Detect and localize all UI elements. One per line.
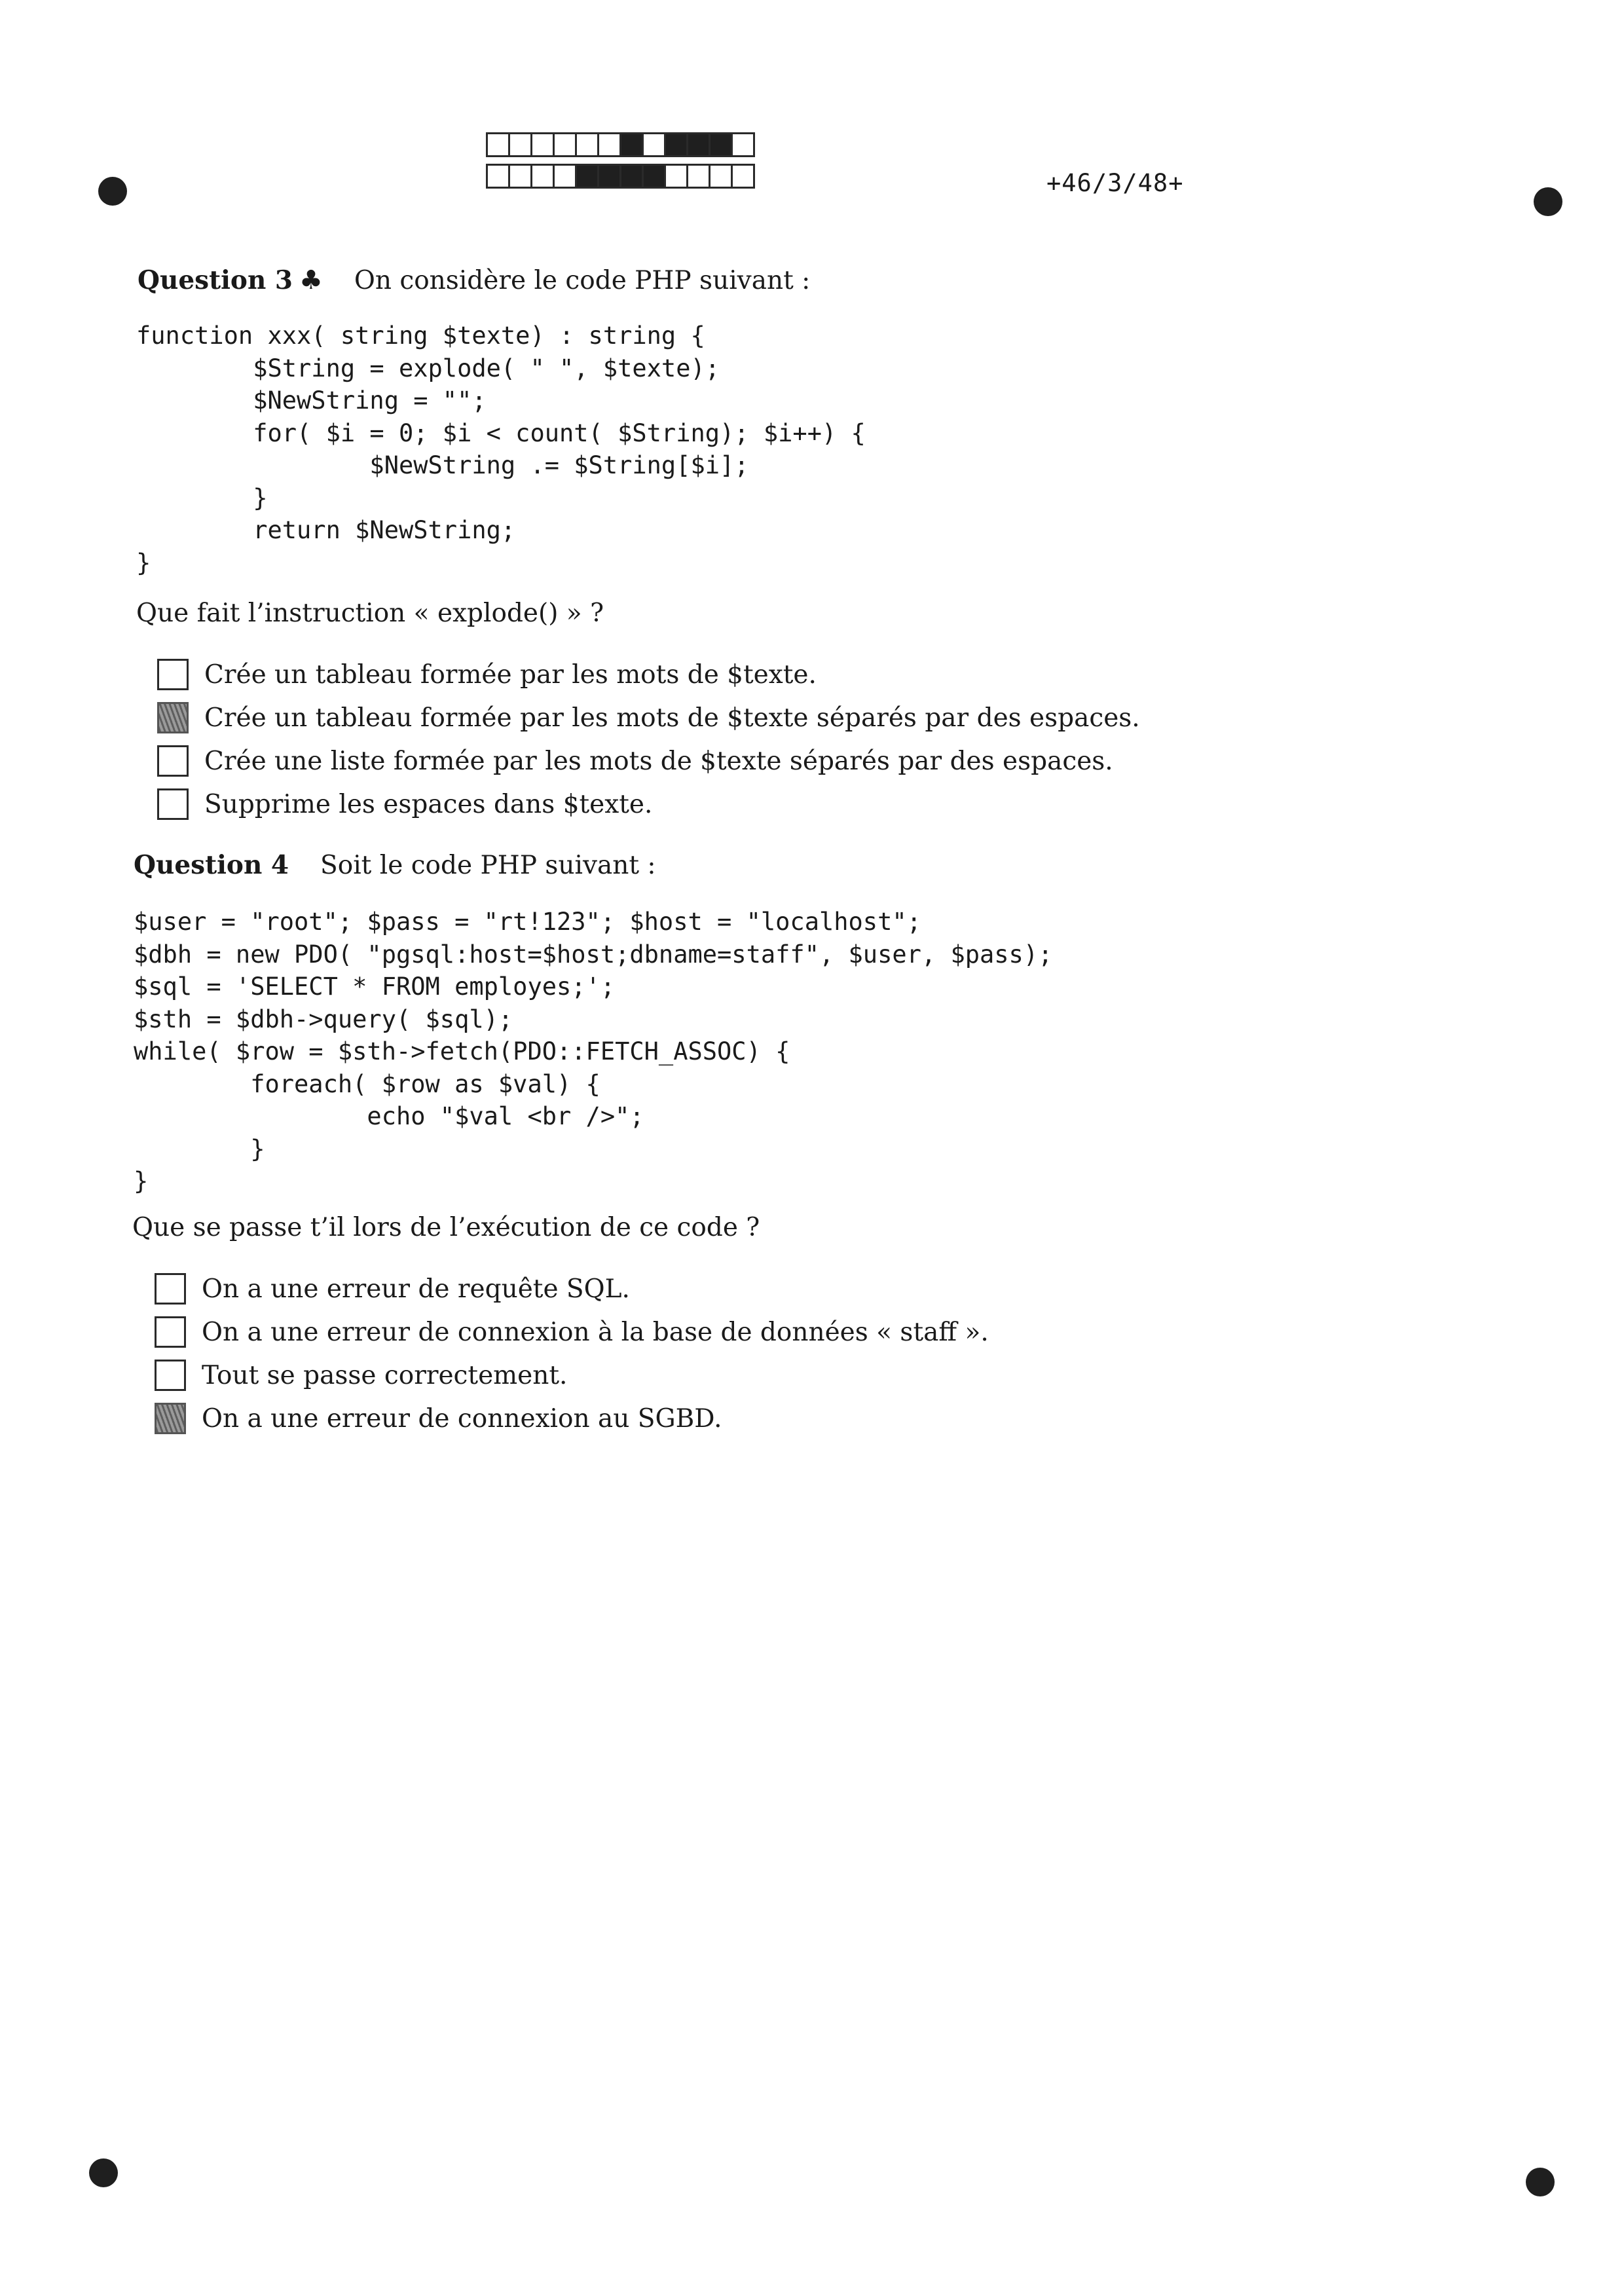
answer-label: On a une erreur de connexion au SGBD. <box>202 1403 722 1434</box>
barcode-cell <box>553 164 577 189</box>
registration-mark-top-left <box>98 177 127 206</box>
barcode-cell <box>642 164 666 189</box>
question-4-intro: Soit le code PHP suivant : <box>320 851 656 880</box>
registration-mark-bottom-right <box>1526 2168 1555 2196</box>
question-4-answer <box>155 1397 989 1440</box>
answer-checkbox[interactable] <box>157 788 189 820</box>
registration-mark-top-right <box>1534 187 1562 216</box>
question-3-answer <box>157 739 1140 783</box>
answer-label: Crée un tableau formée par les mots de $texte séparés par des espaces. <box>204 703 1140 733</box>
question-4-prompt: Que se passe t’il lors de l’exécution de ce code ? <box>132 1213 760 1242</box>
answer-checkbox[interactable] <box>155 1360 186 1391</box>
barcode-cell <box>619 164 644 189</box>
answer-label: On a une erreur de connexion à la base de données « staff ». <box>202 1317 989 1347</box>
barcode-cell <box>486 164 510 189</box>
question-3-label: Question 3 <box>138 265 293 295</box>
barcode-cell <box>664 132 688 157</box>
barcode-cell <box>486 132 510 157</box>
club-icon: ♣ <box>299 265 323 295</box>
barcode-cell <box>731 132 755 157</box>
barcode-cell <box>709 164 733 189</box>
question-4-code: $user = "root"; $pass = "rt!123"; $host = "localhost"; $dbh = new PDO( "pgsql:host=$host;dbname=staff", $user, $pass); $sql = 'SELECT * FROM employes;'; $sth = $dbh->query( $sql); while( $row = $sth->fetch(PDO::FETCH_ASSOC) { foreach( $row as $val) { echo "$val <br />"; } } <box>134 908 1053 1195</box>
question-3-prompt: Que fait l’instruction « explode() » ? <box>136 599 604 628</box>
barcode-cell <box>575 132 599 157</box>
answer-label: Tout se passe correctement. <box>202 1360 568 1390</box>
question-3-answers <box>157 653 1140 826</box>
answer-label: Supprime les espaces dans $texte. <box>204 789 653 819</box>
barcode-cell <box>664 164 688 189</box>
page-identifier: +46/3/48+ <box>1046 169 1184 197</box>
barcode-cell <box>597 132 621 157</box>
barcode-top <box>486 132 753 157</box>
barcode-cell <box>731 164 755 189</box>
barcode-cell <box>642 132 666 157</box>
answer-checkbox[interactable] <box>157 702 189 733</box>
question-3-heading <box>138 265 810 295</box>
barcode-cell <box>553 132 577 157</box>
registration-mark-bottom-left <box>89 2158 118 2187</box>
barcode-cell <box>530 164 555 189</box>
answer-label: On a une erreur de requête SQL. <box>202 1274 630 1304</box>
barcode-cell <box>619 132 644 157</box>
question-3-answer <box>157 783 1140 826</box>
barcode-cell <box>686 164 710 189</box>
barcode-cell <box>508 164 532 189</box>
question-3-answer <box>157 653 1140 696</box>
question-4-answer <box>155 1354 989 1397</box>
question-3-intro: On considère le code PHP suivant : <box>354 266 811 295</box>
barcode-cell <box>575 164 599 189</box>
barcode-cell <box>508 132 532 157</box>
question-3-code: function xxx( string $texte) : string { $String = explode( " ", $texte); $NewString = ""; for( $i = 0; $i < count( $String); $i++) { $NewString .= $String[$i]; } return $NewString; } <box>136 322 866 577</box>
question-4-answer <box>155 1310 989 1354</box>
answer-checkbox[interactable] <box>155 1403 186 1434</box>
question-4-answers <box>155 1267 989 1440</box>
barcode-cell <box>709 132 733 157</box>
barcode-cell <box>597 164 621 189</box>
question-4-heading <box>134 850 656 880</box>
answer-checkbox[interactable] <box>157 745 189 777</box>
question-4-answer <box>155 1267 989 1310</box>
answer-label: Crée un tableau formée par les mots de $texte. <box>204 659 817 690</box>
answer-checkbox[interactable] <box>155 1316 186 1348</box>
barcode-cell <box>686 132 710 157</box>
question-4-label: Question 4 <box>134 850 289 880</box>
barcode-cell <box>530 132 555 157</box>
answer-checkbox[interactable] <box>157 659 189 690</box>
answer-checkbox[interactable] <box>155 1273 186 1305</box>
answer-label: Crée une liste formée par les mots de $texte séparés par des espaces. <box>204 746 1113 776</box>
question-3-answer <box>157 696 1140 739</box>
barcode-bottom <box>486 164 753 189</box>
